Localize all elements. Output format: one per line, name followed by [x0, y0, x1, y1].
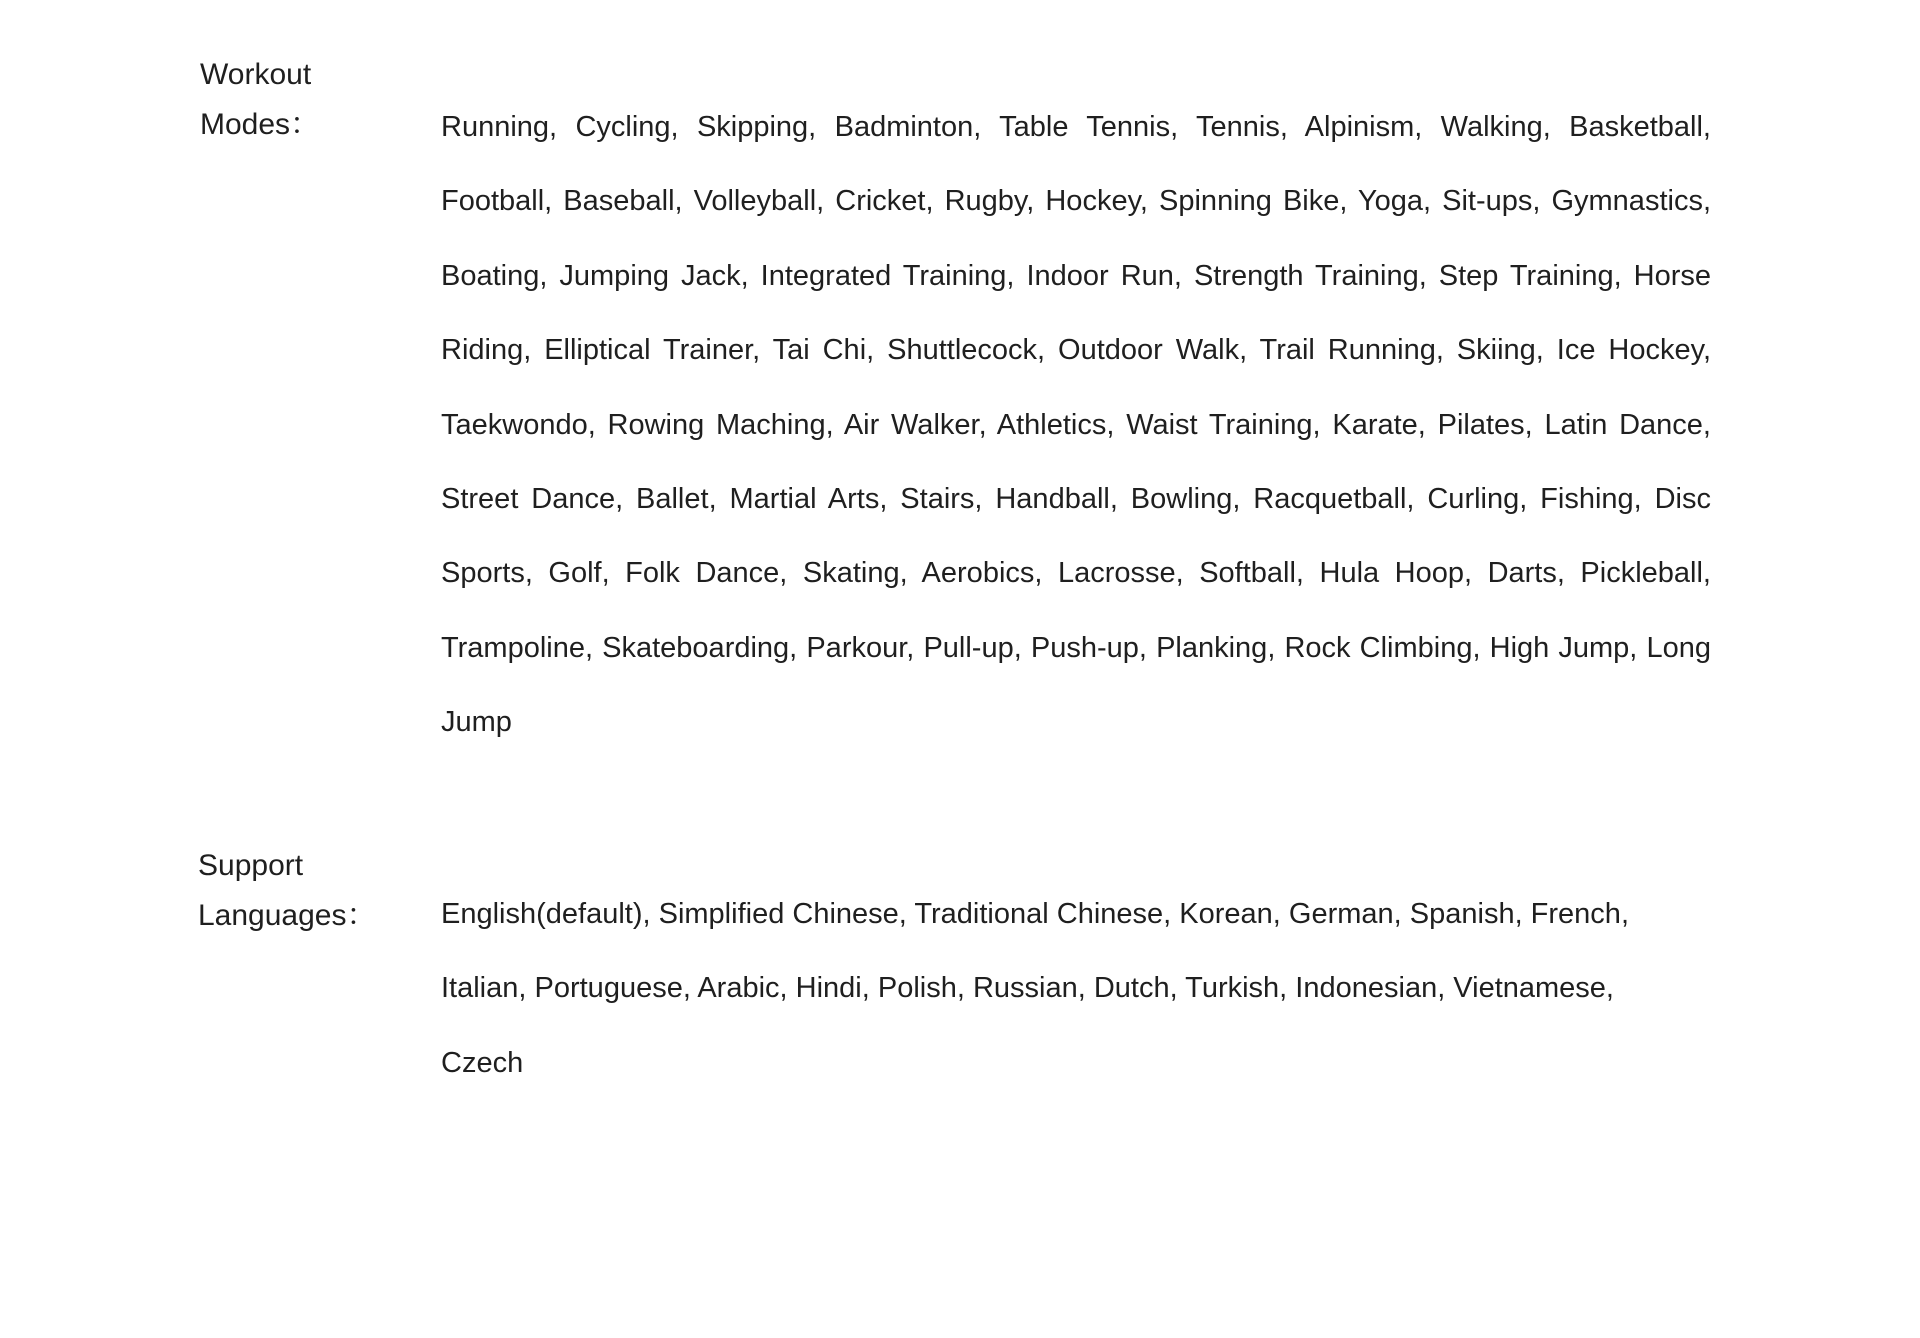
workout-modes-list: Running, Cycling, Skipping, Badminton, Table Tennis, Tennis, Alpinism, Walking, Basketball, Football, Baseball, Volleyball, Cricket, Rugby, Hockey, Spinning Bike, Yoga, Sit-ups, Gymnastics, Boating, Jumping Jack, Integrated Training, Indoor Run, Strength Training, Step Training, Horse Riding, Elliptical Trainer, Tai Chi, Shuttlecock, Outdoor Walk, Trail Running, Skiing, Ice Hockey, Taekwondo, Rowing Maching, Air Walker, Athletics, Waist Training, Karate, Pilates, Latin Dance, Street Dance, Ballet, Martial Arts, Stairs, Handball, Bowling, Racquetball, Curling, Fishing, Disc Sports, Golf, Folk Dance, Skating, Aerobics, Lacrosse, Softball, Hula Hoop, Darts, Pickleball, Trampoline, Skateboarding, Parkour, Pull-up, Push-up, Planking, Rock Climbing, High Jump, Long Jump — [441, 111, 1711, 739]
support-languages-label-line1: Support — [198, 849, 304, 882]
workout-modes-label-line2: Modes： — [200, 108, 321, 141]
workout-modes-label-line1: Workout — [200, 58, 312, 91]
workout-modes-label — [200, 50, 320, 150]
support-languages-list: English(default), Simplified Chinese, Traditional Chinese, Korean, German, Spanish, French, Italian, Portuguese, Arabic, Hindi, Polish, Russian, Dutch, Turkish, Indonesian, Vietnamese, Czech — [441, 898, 1629, 1079]
support-languages-label-line2: Languages： — [198, 899, 377, 932]
support-languages-label — [198, 841, 376, 941]
